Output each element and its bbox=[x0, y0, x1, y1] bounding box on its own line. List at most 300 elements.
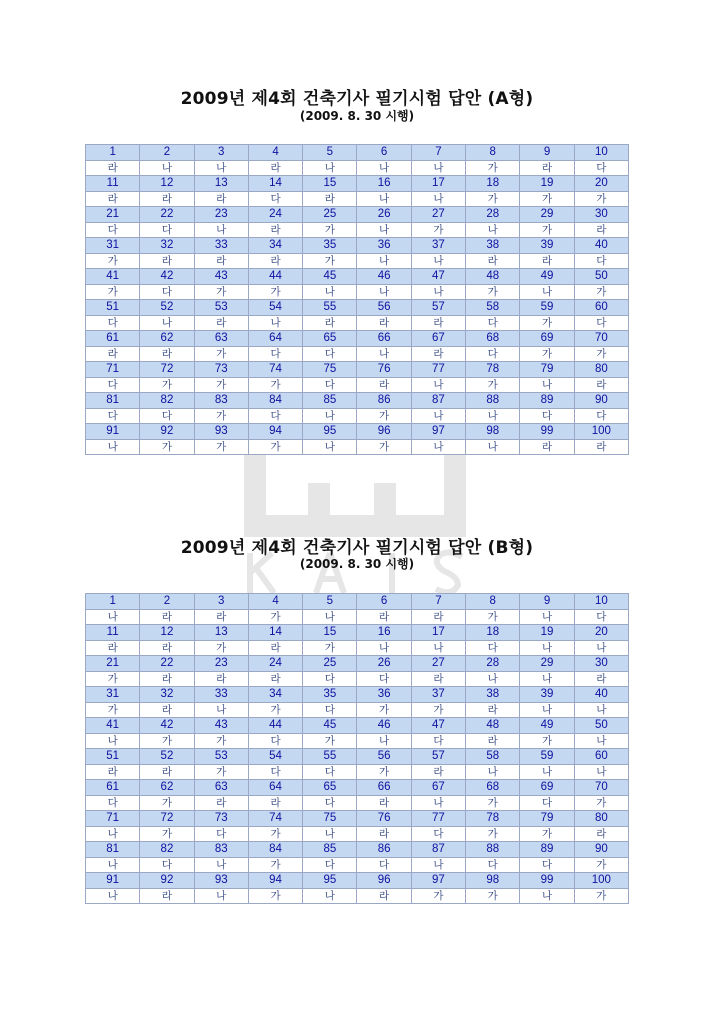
answer-cell: 라 bbox=[574, 222, 628, 238]
question-number-cell: 11 bbox=[86, 625, 140, 641]
question-number-cell: 46 bbox=[357, 269, 411, 285]
answer-cell: 나 bbox=[411, 284, 465, 300]
section-a-subtitle: (2009. 8. 30 시행) bbox=[299, 109, 415, 123]
answer-cell: 가 bbox=[411, 888, 465, 904]
question-number-cell: 7 bbox=[411, 145, 465, 161]
question-number-cell: 44 bbox=[248, 269, 302, 285]
question-number-cell: 21 bbox=[86, 656, 140, 672]
answer-cell: 가 bbox=[248, 857, 302, 873]
question-number-cell: 87 bbox=[411, 393, 465, 409]
question-number-cell: 19 bbox=[520, 176, 574, 192]
question-number-cell: 73 bbox=[194, 362, 248, 378]
answer-cell: 나 bbox=[86, 857, 140, 873]
answer-cell: 나 bbox=[140, 160, 194, 176]
answer-cell: 나 bbox=[303, 609, 357, 625]
question-number-cell: 33 bbox=[194, 238, 248, 254]
question-number-cell: 94 bbox=[248, 424, 302, 440]
question-number-cell: 67 bbox=[411, 780, 465, 796]
question-number-cell: 3 bbox=[194, 145, 248, 161]
answer-row bbox=[86, 253, 629, 269]
question-number-cell: 63 bbox=[194, 780, 248, 796]
question-number-cell: 83 bbox=[194, 842, 248, 858]
question-number-cell: 69 bbox=[520, 331, 574, 347]
answer-cell: 라 bbox=[248, 795, 302, 811]
answer-cell: 나 bbox=[520, 284, 574, 300]
answer-cell: 나 bbox=[411, 253, 465, 269]
question-number-cell: 26 bbox=[357, 207, 411, 223]
question-number-cell: 9 bbox=[520, 145, 574, 161]
answer-row bbox=[86, 408, 629, 424]
answer-cell: 가 bbox=[248, 702, 302, 718]
answer-cell: 나 bbox=[303, 160, 357, 176]
answer-cell: 나 bbox=[86, 439, 140, 455]
question-number-cell: 36 bbox=[357, 687, 411, 703]
answer-cell: 가 bbox=[466, 826, 520, 842]
answer-cell: 가 bbox=[520, 826, 574, 842]
answer-cell: 나 bbox=[194, 222, 248, 238]
question-number-cell: 41 bbox=[86, 269, 140, 285]
question-number-cell: 8 bbox=[466, 594, 520, 610]
answer-cell: 라 bbox=[303, 315, 357, 331]
question-number-cell: 49 bbox=[520, 269, 574, 285]
answer-cell: 나 bbox=[520, 640, 574, 656]
answer-cell: 가 bbox=[248, 284, 302, 300]
question-number-cell: 5 bbox=[303, 594, 357, 610]
answer-cell: 라 bbox=[520, 160, 574, 176]
answer-cell: 나 bbox=[86, 826, 140, 842]
answer-cell: 라 bbox=[194, 609, 248, 625]
question-number-cell: 74 bbox=[248, 362, 302, 378]
question-number-cell: 70 bbox=[574, 331, 628, 347]
answer-cell: 가 bbox=[303, 640, 357, 656]
question-number-cell: 85 bbox=[303, 842, 357, 858]
answer-cell: 다 bbox=[194, 826, 248, 842]
answer-cell: 나 bbox=[574, 640, 628, 656]
answer-cell: 나 bbox=[520, 377, 574, 393]
answer-cell: 라 bbox=[86, 346, 140, 362]
answer-cell: 나 bbox=[194, 702, 248, 718]
answer-cell: 가 bbox=[194, 733, 248, 749]
question-number-cell: 54 bbox=[248, 300, 302, 316]
answer-row bbox=[86, 284, 629, 300]
answer-cell: 라 bbox=[248, 640, 302, 656]
answer-cell: 다 bbox=[140, 857, 194, 873]
answer-cell: 라 bbox=[411, 346, 465, 362]
answer-cell: 나 bbox=[194, 857, 248, 873]
answer-cell: 다 bbox=[140, 284, 194, 300]
question-number-cell: 47 bbox=[411, 718, 465, 734]
question-number-cell: 38 bbox=[466, 687, 520, 703]
answer-cell: 가 bbox=[140, 733, 194, 749]
question-number-cell: 5 bbox=[303, 145, 357, 161]
answer-cell: 나 bbox=[357, 640, 411, 656]
question-number-cell: 78 bbox=[466, 811, 520, 827]
answer-cell: 가 bbox=[140, 795, 194, 811]
question-number-cell: 68 bbox=[466, 331, 520, 347]
answer-cell: 나 bbox=[357, 733, 411, 749]
answer-cell: 라 bbox=[86, 764, 140, 780]
question-number-cell: 17 bbox=[411, 176, 465, 192]
question-number-row bbox=[86, 687, 629, 703]
question-number-cell: 39 bbox=[520, 687, 574, 703]
question-number-cell: 87 bbox=[411, 842, 465, 858]
answer-cell: 가 bbox=[466, 609, 520, 625]
answer-cell: 다 bbox=[86, 315, 140, 331]
question-number-cell: 50 bbox=[574, 718, 628, 734]
answer-cell: 나 bbox=[86, 733, 140, 749]
answer-cell: 라 bbox=[140, 671, 194, 687]
question-number-cell: 16 bbox=[357, 176, 411, 192]
question-number-cell: 79 bbox=[520, 362, 574, 378]
answer-cell: 가 bbox=[574, 284, 628, 300]
answer-cell: 가 bbox=[303, 733, 357, 749]
answer-cell: 나 bbox=[574, 764, 628, 780]
question-number-cell: 84 bbox=[248, 393, 302, 409]
question-number-cell: 38 bbox=[466, 238, 520, 254]
answer-cell: 라 bbox=[466, 733, 520, 749]
section-b-subtitle: (2009. 8. 30 시행) bbox=[299, 557, 415, 571]
question-number-cell: 6 bbox=[357, 594, 411, 610]
question-number-cell: 90 bbox=[574, 393, 628, 409]
answer-cell: 가 bbox=[140, 377, 194, 393]
answer-cell: 다 bbox=[303, 702, 357, 718]
question-number-cell: 33 bbox=[194, 687, 248, 703]
answer-cell: 가 bbox=[466, 284, 520, 300]
question-number-cell: 51 bbox=[86, 749, 140, 765]
question-number-cell: 4 bbox=[248, 594, 302, 610]
answer-cell: 나 bbox=[303, 826, 357, 842]
question-number-cell: 88 bbox=[466, 842, 520, 858]
question-number-cell: 40 bbox=[574, 687, 628, 703]
question-number-cell: 31 bbox=[86, 687, 140, 703]
answer-cell: 가 bbox=[86, 702, 140, 718]
question-number-cell: 35 bbox=[303, 687, 357, 703]
answer-cell: 나 bbox=[411, 191, 465, 207]
answer-cell: 가 bbox=[248, 826, 302, 842]
answer-cell: 가 bbox=[194, 640, 248, 656]
answer-cell: 나 bbox=[411, 439, 465, 455]
answer-cell: 라 bbox=[248, 222, 302, 238]
answer-cell: 나 bbox=[520, 702, 574, 718]
question-number-cell: 18 bbox=[466, 176, 520, 192]
answer-cell: 나 bbox=[411, 160, 465, 176]
question-number-cell: 97 bbox=[411, 873, 465, 889]
answer-cell: 가 bbox=[466, 377, 520, 393]
question-number-cell: 92 bbox=[140, 424, 194, 440]
answer-cell: 라 bbox=[357, 826, 411, 842]
question-number-row bbox=[86, 176, 629, 192]
answer-row bbox=[86, 888, 629, 904]
question-number-cell: 24 bbox=[248, 207, 302, 223]
question-number-cell: 82 bbox=[140, 842, 194, 858]
question-number-row bbox=[86, 238, 629, 254]
question-number-cell: 91 bbox=[86, 424, 140, 440]
question-number-cell: 57 bbox=[411, 300, 465, 316]
answer-row bbox=[86, 160, 629, 176]
answer-cell: 다 bbox=[357, 857, 411, 873]
answer-cell: 다 bbox=[86, 408, 140, 424]
answer-row bbox=[86, 671, 629, 687]
question-number-cell: 54 bbox=[248, 749, 302, 765]
answer-cell: 라 bbox=[86, 640, 140, 656]
question-number-cell: 27 bbox=[411, 656, 465, 672]
question-number-cell: 23 bbox=[194, 207, 248, 223]
question-number-row bbox=[86, 656, 629, 672]
answer-cell: 다 bbox=[357, 671, 411, 687]
question-number-cell: 31 bbox=[86, 238, 140, 254]
question-number-cell: 86 bbox=[357, 842, 411, 858]
answer-cell: 나 bbox=[357, 253, 411, 269]
question-number-cell: 56 bbox=[357, 749, 411, 765]
answer-cell: 가 bbox=[466, 191, 520, 207]
answer-cell: 라 bbox=[140, 888, 194, 904]
answer-cell: 나 bbox=[303, 888, 357, 904]
question-number-cell: 50 bbox=[574, 269, 628, 285]
answer-cell: 라 bbox=[248, 160, 302, 176]
answer-cell: 가 bbox=[466, 795, 520, 811]
question-number-cell: 45 bbox=[303, 269, 357, 285]
question-number-row bbox=[86, 393, 629, 409]
answer-cell: 가 bbox=[86, 671, 140, 687]
answer-cell: 라 bbox=[248, 253, 302, 269]
answer-cell: 라 bbox=[86, 191, 140, 207]
question-number-cell: 96 bbox=[357, 424, 411, 440]
question-number-cell: 34 bbox=[248, 687, 302, 703]
question-number-cell: 11 bbox=[86, 176, 140, 192]
answer-cell: 다 bbox=[303, 671, 357, 687]
answer-row bbox=[86, 191, 629, 207]
answer-row bbox=[86, 346, 629, 362]
answer-cell: 다 bbox=[520, 408, 574, 424]
question-number-cell: 53 bbox=[194, 749, 248, 765]
answer-cell: 라 bbox=[194, 191, 248, 207]
question-number-cell: 59 bbox=[520, 749, 574, 765]
answer-cell: 가 bbox=[140, 826, 194, 842]
question-number-cell: 100 bbox=[574, 873, 628, 889]
answer-cell: 라 bbox=[411, 764, 465, 780]
question-number-cell: 64 bbox=[248, 780, 302, 796]
question-number-cell: 20 bbox=[574, 176, 628, 192]
question-number-cell: 63 bbox=[194, 331, 248, 347]
question-number-row bbox=[86, 362, 629, 378]
answer-cell: 다 bbox=[86, 795, 140, 811]
question-number-cell: 6 bbox=[357, 145, 411, 161]
question-number-cell: 56 bbox=[357, 300, 411, 316]
answer-cell: 나 bbox=[520, 764, 574, 780]
question-number-cell: 43 bbox=[194, 269, 248, 285]
answer-cell: 나 bbox=[411, 377, 465, 393]
answer-cell: 가 bbox=[248, 377, 302, 393]
section-a-title: 2009년 제4회 건축기사 필기시험 답안 (A형) bbox=[180, 89, 534, 109]
question-number-cell: 29 bbox=[520, 207, 574, 223]
question-number-cell: 49 bbox=[520, 718, 574, 734]
answer-cell: 나 bbox=[357, 191, 411, 207]
question-number-row bbox=[86, 269, 629, 285]
answer-cell: 가 bbox=[520, 315, 574, 331]
question-number-cell: 80 bbox=[574, 811, 628, 827]
question-number-cell: 95 bbox=[303, 424, 357, 440]
question-number-cell: 37 bbox=[411, 687, 465, 703]
question-number-cell: 91 bbox=[86, 873, 140, 889]
question-number-cell: 92 bbox=[140, 873, 194, 889]
question-number-row bbox=[86, 842, 629, 858]
question-number-cell: 44 bbox=[248, 718, 302, 734]
question-number-cell: 8 bbox=[466, 145, 520, 161]
question-number-cell: 10 bbox=[574, 145, 628, 161]
answer-cell: 라 bbox=[411, 609, 465, 625]
answer-cell: 라 bbox=[194, 795, 248, 811]
answer-cell: 가 bbox=[520, 222, 574, 238]
answer-cell: 다 bbox=[248, 346, 302, 362]
question-number-cell: 61 bbox=[86, 780, 140, 796]
question-number-row bbox=[86, 331, 629, 347]
answer-cell: 나 bbox=[574, 702, 628, 718]
answer-cell: 가 bbox=[520, 346, 574, 362]
question-number-cell: 65 bbox=[303, 331, 357, 347]
question-number-cell: 72 bbox=[140, 811, 194, 827]
question-number-cell: 62 bbox=[140, 331, 194, 347]
question-number-cell: 97 bbox=[411, 424, 465, 440]
question-number-cell: 52 bbox=[140, 300, 194, 316]
answer-cell: 가 bbox=[574, 888, 628, 904]
question-number-cell: 64 bbox=[248, 331, 302, 347]
answer-cell: 라 bbox=[574, 439, 628, 455]
question-number-cell: 61 bbox=[86, 331, 140, 347]
question-number-cell: 93 bbox=[194, 873, 248, 889]
question-number-cell: 32 bbox=[140, 687, 194, 703]
question-number-cell: 84 bbox=[248, 842, 302, 858]
answer-cell: 다 bbox=[466, 346, 520, 362]
section-b-title: 2009년 제4회 건축기사 필기시험 답안 (B형) bbox=[180, 538, 534, 558]
question-number-cell: 20 bbox=[574, 625, 628, 641]
answer-cell: 가 bbox=[194, 764, 248, 780]
question-number-cell: 7 bbox=[411, 594, 465, 610]
answer-cell: 라 bbox=[357, 888, 411, 904]
answer-cell: 다 bbox=[466, 857, 520, 873]
answer-cell: 가 bbox=[140, 439, 194, 455]
question-number-cell: 58 bbox=[466, 749, 520, 765]
answer-cell: 나 bbox=[411, 408, 465, 424]
question-number-cell: 42 bbox=[140, 718, 194, 734]
question-number-cell: 90 bbox=[574, 842, 628, 858]
question-number-cell: 55 bbox=[303, 300, 357, 316]
answer-row bbox=[86, 377, 629, 393]
question-number-cell: 74 bbox=[248, 811, 302, 827]
question-number-cell: 40 bbox=[574, 238, 628, 254]
answer-cell: 라 bbox=[466, 253, 520, 269]
question-number-cell: 24 bbox=[248, 656, 302, 672]
question-number-cell: 17 bbox=[411, 625, 465, 641]
answer-cell: 라 bbox=[86, 160, 140, 176]
question-number-cell: 65 bbox=[303, 780, 357, 796]
answer-cell: 가 bbox=[357, 702, 411, 718]
answer-cell: 라 bbox=[357, 377, 411, 393]
answer-cell: 가 bbox=[357, 408, 411, 424]
question-number-cell: 80 bbox=[574, 362, 628, 378]
question-number-cell: 28 bbox=[466, 207, 520, 223]
question-number-cell: 59 bbox=[520, 300, 574, 316]
answer-cell: 라 bbox=[248, 671, 302, 687]
answer-cell: 라 bbox=[140, 191, 194, 207]
answer-cell: 라 bbox=[466, 702, 520, 718]
question-number-cell: 70 bbox=[574, 780, 628, 796]
question-number-cell: 26 bbox=[357, 656, 411, 672]
answer-cell: 다 bbox=[86, 222, 140, 238]
question-number-cell: 19 bbox=[520, 625, 574, 641]
answer-cell: 가 bbox=[466, 888, 520, 904]
question-number-cell: 71 bbox=[86, 811, 140, 827]
question-number-cell: 52 bbox=[140, 749, 194, 765]
question-number-cell: 27 bbox=[411, 207, 465, 223]
answer-cell: 가 bbox=[357, 439, 411, 455]
kais-watermark-logo bbox=[240, 455, 470, 595]
answer-cell: 다 bbox=[411, 733, 465, 749]
answer-cell: 가 bbox=[86, 284, 140, 300]
question-number-cell: 13 bbox=[194, 625, 248, 641]
answer-cell: 다 bbox=[303, 346, 357, 362]
answer-cell: 가 bbox=[194, 439, 248, 455]
question-number-cell: 36 bbox=[357, 238, 411, 254]
answer-cell: 가 bbox=[194, 408, 248, 424]
question-number-row bbox=[86, 300, 629, 316]
question-number-row bbox=[86, 207, 629, 223]
question-number-cell: 76 bbox=[357, 362, 411, 378]
question-number-cell: 58 bbox=[466, 300, 520, 316]
question-number-cell: 14 bbox=[248, 176, 302, 192]
question-number-cell: 46 bbox=[357, 718, 411, 734]
question-number-row bbox=[86, 873, 629, 889]
answer-cell: 다 bbox=[86, 377, 140, 393]
answer-cell: 라 bbox=[574, 377, 628, 393]
question-number-cell: 79 bbox=[520, 811, 574, 827]
question-number-cell: 25 bbox=[303, 207, 357, 223]
question-number-cell: 34 bbox=[248, 238, 302, 254]
question-number-cell: 88 bbox=[466, 393, 520, 409]
answer-cell: 가 bbox=[248, 439, 302, 455]
question-number-cell: 29 bbox=[520, 656, 574, 672]
answer-cell: 나 bbox=[357, 160, 411, 176]
answer-cell: 라 bbox=[194, 671, 248, 687]
answer-cell: 가 bbox=[194, 377, 248, 393]
question-number-row bbox=[86, 718, 629, 734]
answer-cell: 나 bbox=[466, 408, 520, 424]
answer-cell: 다 bbox=[303, 764, 357, 780]
answer-cell: 다 bbox=[574, 408, 628, 424]
question-number-cell: 45 bbox=[303, 718, 357, 734]
answer-cell: 나 bbox=[357, 222, 411, 238]
answer-cell: 나 bbox=[194, 888, 248, 904]
answer-cell: 다 bbox=[466, 640, 520, 656]
answer-cell: 다 bbox=[574, 253, 628, 269]
question-number-cell: 83 bbox=[194, 393, 248, 409]
question-number-cell: 66 bbox=[357, 780, 411, 796]
answer-cell: 다 bbox=[248, 408, 302, 424]
answer-cell: 라 bbox=[140, 346, 194, 362]
answer-cell: 나 bbox=[303, 284, 357, 300]
question-number-cell: 71 bbox=[86, 362, 140, 378]
answer-cell: 가 bbox=[574, 346, 628, 362]
answer-cell: 나 bbox=[411, 640, 465, 656]
answer-cell: 다 bbox=[248, 191, 302, 207]
answer-table-a bbox=[85, 144, 629, 455]
answer-cell: 나 bbox=[520, 671, 574, 687]
question-number-cell: 12 bbox=[140, 625, 194, 641]
question-number-cell: 78 bbox=[466, 362, 520, 378]
question-number-cell: 73 bbox=[194, 811, 248, 827]
answer-cell: 라 bbox=[357, 795, 411, 811]
question-number-row bbox=[86, 145, 629, 161]
question-number-cell: 23 bbox=[194, 656, 248, 672]
